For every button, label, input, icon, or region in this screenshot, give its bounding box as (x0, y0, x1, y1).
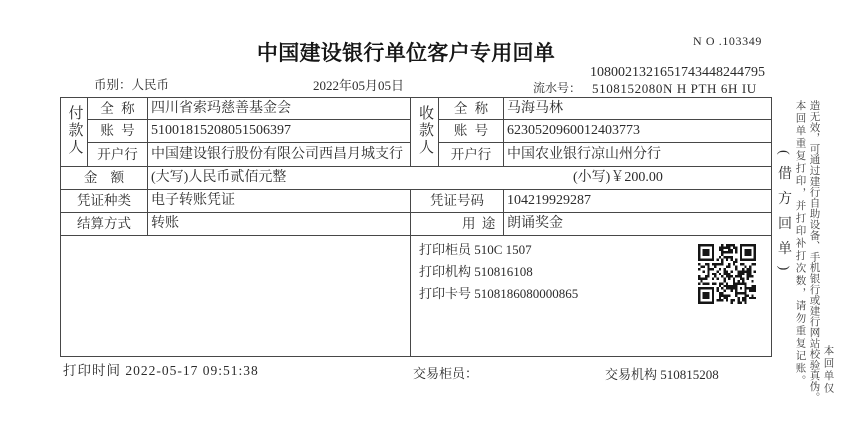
amount-in-words: (大写)人民币贰佰元整 (151, 170, 287, 185)
notice-column: 造无效，可通过建行自助设备、手机银行或建行网站校验真伪。 (808, 100, 820, 403)
voucher-type-label-cell (61, 190, 148, 213)
print-teller: 打印柜员 510C 1507 (419, 242, 532, 257)
trade-teller: 交易柜员： (413, 366, 479, 381)
payee-name: 马海马林 (507, 100, 563, 116)
purpose: 朗诵奖金 (507, 216, 563, 231)
amount-label-cell (61, 167, 148, 190)
payer-name-cell (148, 98, 411, 120)
payee-name-label: 全 称 (453, 100, 489, 116)
settlement-method-label: 结算方式 (77, 216, 131, 232)
payer-account-cell (148, 120, 411, 143)
payee-bank: 中国农业银行凉山州分行 (507, 146, 661, 162)
notice-column: 本回单重复打印，并打印补打次数，请勿重复记账。 (794, 100, 806, 388)
payer-bank-cell (148, 143, 411, 167)
transaction-date: 2022年05月05日 (313, 78, 405, 93)
voucher-number-label: 凭证号码 (430, 193, 484, 209)
print-institution: 打印机构 510816108 (419, 264, 533, 279)
payer-bank-label-cell (88, 143, 148, 167)
payer-name-label: 全 称 (100, 100, 135, 116)
payee-account-cell (504, 120, 772, 143)
payee-name-label-cell (439, 98, 504, 120)
payee-bank-label: 开户行 (450, 146, 492, 162)
receipt-table (60, 97, 772, 357)
amount-in-figures: (小写)￥200.00 (573, 170, 663, 185)
payee-account-label: 账 号 (453, 123, 489, 139)
payee-bank-label-cell (439, 143, 504, 167)
currency: 币别：人民币 (94, 78, 170, 92)
settlement-method: 转账 (151, 216, 179, 231)
row-settlement (61, 213, 772, 236)
payer-name-label-cell (88, 98, 148, 120)
voucher-number-cell (504, 190, 772, 213)
voucher-number-label-cell (411, 190, 504, 213)
payee-side-cell (411, 98, 439, 167)
amount-label: 金 额 (83, 170, 125, 186)
debit-receipt-tag: (借方回单) (776, 150, 791, 282)
payer-bank-label: 开户行 (97, 146, 138, 162)
payer-bank: 中国建设银行股份有限公司西昌月城支行 (151, 146, 403, 162)
reference-number: 1080021321651743448244795 (590, 65, 765, 80)
print-time: 打印时间 2022-05-17 09:51:38 (63, 363, 259, 378)
purpose-label: 用 途 (462, 216, 496, 232)
payer-side-cell (61, 98, 88, 167)
voucher-number: 104219929287 (507, 193, 591, 208)
voucher-type: 电子转账凭证 (151, 193, 235, 208)
payee-side-label: 收款人 (417, 105, 433, 157)
receipt-table-body (61, 98, 772, 357)
notice-column: 本回单仅 (822, 345, 834, 395)
payer-name: 四川省索玛慈善基金会 (151, 100, 291, 116)
purpose-label-cell (411, 213, 504, 236)
payer-account: 51001815208051506397 (151, 123, 291, 138)
memo-area (61, 236, 411, 357)
payee-name-cell (504, 98, 772, 120)
print-info-area (411, 236, 772, 357)
payee-account: 6230520960012403773 (507, 123, 640, 138)
payer-account-label-cell (88, 120, 148, 143)
payer-account-label: 账 号 (100, 123, 135, 139)
row-amount (61, 167, 772, 190)
amount-value-cell (148, 167, 772, 190)
qr-code (698, 244, 756, 304)
payee-account-label-cell (439, 120, 504, 143)
print-card-number: 打印卡号 5108186080000865 (419, 286, 579, 301)
payee-bank-cell (504, 143, 772, 167)
row-full-name (61, 98, 772, 120)
trade-institution: 交易机构 510815208 (605, 367, 719, 382)
purpose-cell (504, 213, 772, 236)
settlement-method-label-cell (61, 213, 148, 236)
flow-number-label: 流水号： (533, 81, 582, 95)
voucher-type-cell (148, 190, 411, 213)
receipt-serial-number: N O .103349 (693, 34, 762, 48)
settlement-method-cell (148, 213, 411, 236)
voucher-type-label: 凭证种类 (77, 193, 131, 209)
row-voucher (61, 190, 772, 213)
row-memo-print (61, 236, 772, 357)
payer-side-label: 付款人 (66, 105, 83, 157)
receipt-title: 中国建设银行单位客户专用回单 (256, 41, 556, 65)
flow-number: 5108152080N H PTH 6H IU (592, 81, 757, 96)
